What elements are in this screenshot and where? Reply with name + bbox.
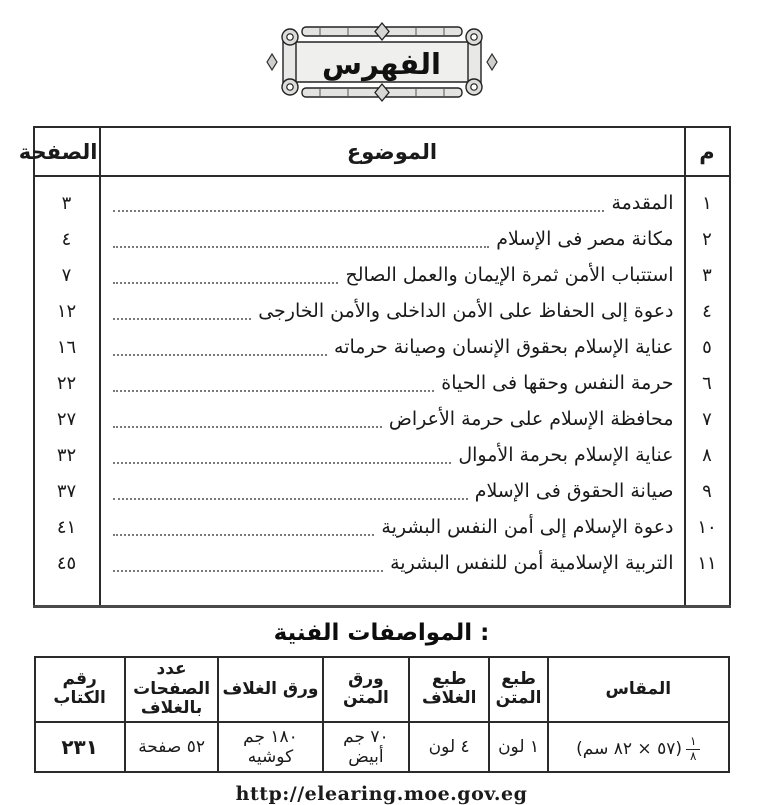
toc-row-page: ٣٢	[34, 437, 100, 473]
size-fraction	[686, 735, 700, 764]
toc-topic-text: التربية الإسلامية أمن للنفس البشرية	[390, 552, 674, 574]
toc-row	[34, 437, 730, 473]
toc-row-topic	[100, 329, 685, 365]
toc-row-number: ١١	[685, 545, 730, 607]
specs-header-body-paper: ورق المتن	[323, 657, 410, 722]
toc-row	[34, 509, 730, 545]
toc-row-page: ١٢	[34, 293, 100, 329]
dotted-leader	[113, 303, 252, 320]
specs-value-pages: ٥٢ صفحة	[125, 722, 219, 772]
toc-topic-text: دعوة الإسلام إلى أمن النفس البشرية	[381, 516, 674, 538]
dotted-leader	[113, 267, 339, 284]
specs-value-body-print: ١ لون	[489, 722, 548, 772]
toc-row-page: ٧	[34, 257, 100, 293]
dotted-leader	[113, 555, 384, 572]
toc-row	[34, 176, 730, 221]
dotted-leader	[113, 411, 382, 428]
toc-row-topic	[100, 365, 685, 401]
toc-row	[34, 257, 730, 293]
toc-row-topic	[100, 293, 685, 329]
toc-row	[34, 293, 730, 329]
toc-row-topic	[100, 473, 685, 509]
specs-header-cover-print: طبع الغلاف	[409, 657, 489, 722]
dotted-leader	[113, 375, 435, 392]
toc-row-number: ١٠	[685, 509, 730, 545]
toc-table	[18, 126, 731, 608]
specs-value-size	[548, 722, 728, 772]
toc-row-number: ٨	[685, 437, 730, 473]
specs-value-cover-paper: ١٨٠ جم كوشيه	[218, 722, 322, 772]
toc-row-page: ٤	[34, 221, 100, 257]
toc-row	[34, 545, 730, 607]
toc-row-number: ٥	[685, 329, 730, 365]
toc-header-number: م	[685, 127, 730, 176]
toc-row-page: ١٦	[34, 329, 100, 365]
toc-topic-text: المقدمة	[611, 192, 674, 214]
toc-row	[34, 365, 730, 401]
toc-header-topic: الموضوع	[100, 127, 685, 176]
toc-header-page: الصفحة	[34, 127, 100, 176]
specs-header-cover-paper: ورق الغلاف	[218, 657, 322, 722]
toc-row-number: ٣	[685, 257, 730, 293]
fraction-numerator: ١	[686, 735, 700, 750]
toc-topic-text: مكانة مصر فى الإسلام	[496, 228, 674, 250]
specs-header-pages: عدد الصفحات بالغلاف	[125, 657, 219, 722]
toc-header-row	[34, 127, 730, 176]
toc-row-page: ٢٢	[34, 365, 100, 401]
toc-row-number: ٦	[685, 365, 730, 401]
toc-row-topic	[100, 176, 685, 221]
toc-topic-text: حرمة النفس وحقها فى الحياة	[441, 372, 674, 394]
toc-row-topic	[100, 257, 685, 293]
dotted-leader	[113, 519, 375, 536]
toc-row-page: ٤١	[34, 509, 100, 545]
toc-topic-text: عناية الإسلام بحرمة الأموال	[458, 444, 674, 466]
specs-value-book-number: ٢٣١	[35, 722, 125, 772]
toc-row-topic	[100, 401, 685, 437]
dotted-leader	[113, 483, 468, 500]
toc-row	[34, 329, 730, 365]
specs-header-size: المقاس	[548, 657, 728, 722]
specs-heading: المواصفات الفنية :	[273, 620, 490, 646]
toc-row-page: ٤٥	[34, 545, 100, 607]
toc-row-topic	[100, 509, 685, 545]
specs-header-book-number: رقم الكتاب	[35, 657, 125, 722]
toc-row-topic	[100, 221, 685, 257]
toc-row-page: ٣	[34, 176, 100, 221]
toc-topic-text: استتباب الأمن ثمرة الإيمان والعمل الصالح	[345, 264, 674, 286]
specs-header-row	[35, 657, 729, 722]
specs-table	[34, 656, 730, 773]
title-banner	[262, 18, 502, 106]
toc-topic-text: عناية الإسلام بحقوق الإنسان وصيانة حرماته	[334, 336, 674, 358]
toc-topic-text: دعوة إلى الحفاظ على الأمن الداخلى والأمن الخارجى	[258, 300, 674, 322]
toc-topic-text: محافظة الإسلام على حرمة الأعراض	[388, 408, 674, 430]
toc-row	[34, 221, 730, 257]
toc-topic-text: صيانة الحقوق فى الإسلام	[474, 480, 674, 502]
dotted-leader	[113, 231, 490, 248]
toc-row	[34, 401, 730, 437]
toc-row-number: ١	[685, 176, 730, 221]
specs-value-cover-print: ٤ لون	[409, 722, 489, 772]
specs-value-row	[35, 722, 729, 772]
dotted-leader	[113, 447, 452, 464]
specs-header-body-print: طبع المتن	[489, 657, 548, 722]
dotted-leader	[113, 195, 605, 212]
toc-row-number: ٤	[685, 293, 730, 329]
toc-row-number: ٧	[685, 401, 730, 437]
toc-row	[34, 473, 730, 509]
toc-row-number: ٢	[685, 221, 730, 257]
toc-row-topic	[100, 437, 685, 473]
specs-value-body-paper: ٧٠ جم أبيض	[323, 722, 410, 772]
toc-row-topic	[100, 545, 685, 607]
size-dimensions: (٥٧ × ٨٢ سم)	[576, 739, 682, 760]
footer-url: http://elearing.moe.gov.eg	[235, 782, 528, 805]
toc-row-page: ٣٧	[34, 473, 100, 509]
page-title: الفهرس	[322, 47, 441, 81]
fraction-denominator: ٨	[689, 748, 697, 763]
toc-row-page: ٢٧	[34, 401, 100, 437]
toc-row-number: ٩	[685, 473, 730, 509]
dotted-leader	[113, 339, 328, 356]
document-page	[0, 18, 763, 805]
